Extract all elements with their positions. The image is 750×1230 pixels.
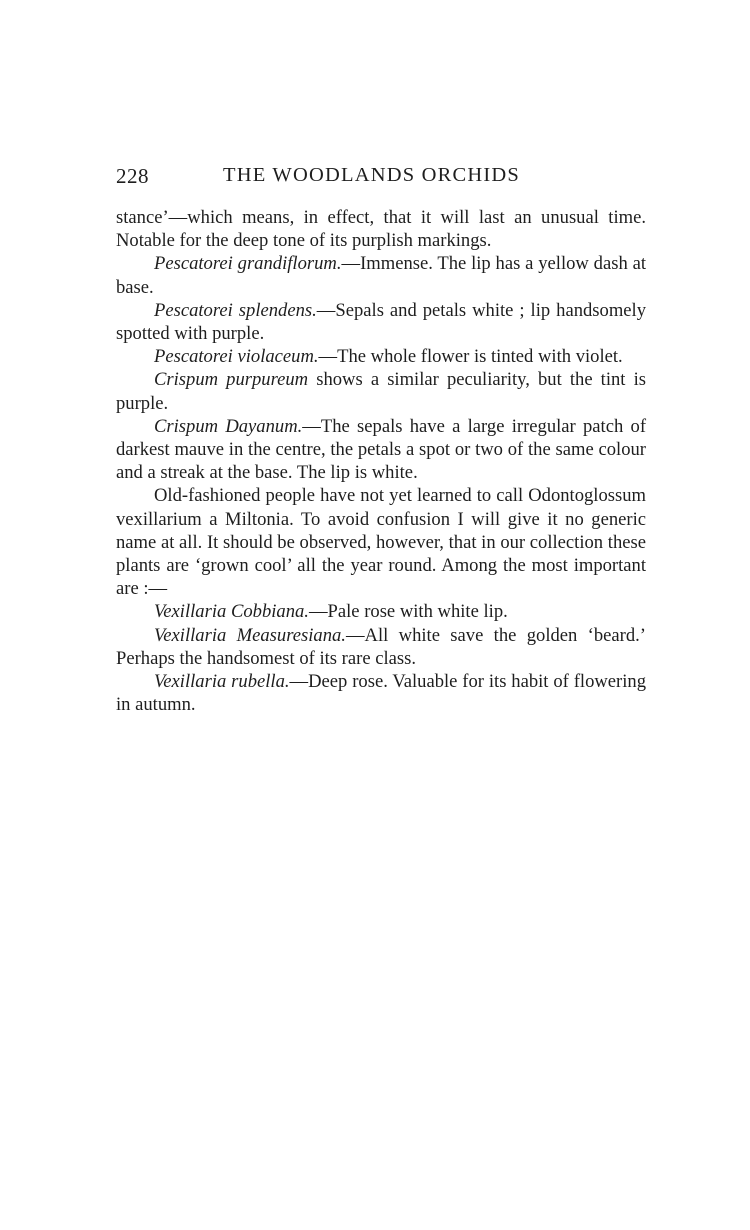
paragraph xyxy=(116,299,646,345)
paragraph xyxy=(116,484,646,600)
paragraph-text: —All white save the golden ‘beard.’ Perhaps the handsomest of its rare class. xyxy=(116,624,646,669)
italic-term: Vexillaria rubella. xyxy=(154,671,290,693)
running-head xyxy=(116,164,650,194)
paragraph xyxy=(116,415,646,485)
running-title: THE WOODLANDS ORCHIDS xyxy=(223,164,521,186)
paragraph-text: —Pale rose with white lip. xyxy=(308,601,508,623)
paragraph-text: Old-fashioned people have not yet learned to call Odontoglossum vexillarium a Miltonia. To avoid confusion I will give it no generic name at all. It should be observed, however, that in our collection these plants are ‘grown cool’ all the year round. Among the most important are :— xyxy=(116,485,646,600)
paragraph-text: —The sepals have a large irregular patch of darkest mauve in the centre, the petals a spot or two of the same colour and a streak at the base. The lip is white. xyxy=(116,415,647,484)
paragraph xyxy=(116,252,646,298)
paragraph-text: shows a similar peculiarity, but the tint is purple. xyxy=(116,369,646,414)
italic-term: Pescatorei grandiflorum. xyxy=(154,253,342,275)
italic-term: Pescatorei splendens. xyxy=(154,299,317,321)
page-number: 228 xyxy=(116,164,149,188)
paragraph xyxy=(116,345,646,368)
paragraph-text: stance’—which means, in effect, that it will last an unusual time. Notable for the deep tone of its purplish markings. xyxy=(116,207,646,252)
paragraph-text: —Sepals and petals white ; lip handsomely spotted with purple. xyxy=(116,299,646,345)
paragraph xyxy=(116,206,646,252)
paragraph-text: —Immense. The lip has a yellow dash at base. xyxy=(116,253,646,298)
paragraph xyxy=(116,670,646,716)
italic-term: Vexillaria Measuresiana. xyxy=(154,624,346,646)
paragraph-text: —The whole flower is tinted with violet. xyxy=(318,346,623,368)
italic-term: Crispum purpureum xyxy=(154,369,309,391)
paragraph xyxy=(116,600,646,623)
paragraph xyxy=(116,368,646,414)
italic-term: Crispum Dayanum. xyxy=(154,415,303,437)
paragraph-text: —Deep rose. Valuable for its habit of flowering in autumn. xyxy=(116,671,646,716)
body-text xyxy=(116,206,646,716)
italic-term: Vexillaria Cobbiana. xyxy=(154,601,309,623)
italic-term: Pescatorei violaceum. xyxy=(154,346,319,368)
paragraph xyxy=(116,624,646,670)
